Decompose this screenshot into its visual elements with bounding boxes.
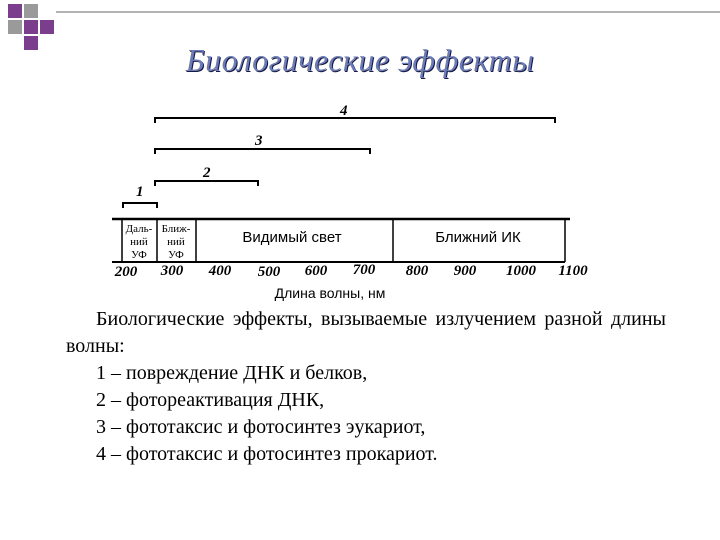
tick-label: 200 <box>114 264 138 280</box>
band-far-uv-line2: ний <box>130 236 148 248</box>
tick-label: 1100 <box>558 263 588 279</box>
range-bar-3 <box>155 149 370 154</box>
band-near-uv-line3: УФ <box>168 249 184 261</box>
description <box>66 306 666 468</box>
band-near-uv-line1: Ближ- <box>161 223 191 235</box>
description-paragraph: Биологические эффекты, вызываемые излучением разной длины волны: <box>66 308 666 357</box>
band-far-uv-line1: Даль- <box>125 223 153 235</box>
tick-label: 500 <box>257 264 281 280</box>
range-label-1: 1 <box>136 184 144 200</box>
band-near-uv-line2: ний <box>167 236 185 248</box>
list-item: 3 – фототаксис и фотосинтез эукариот, <box>96 416 426 438</box>
tick-label: 1000 <box>506 263 536 279</box>
range-bar-1 <box>123 203 157 208</box>
list-item: 2 – фотореактивация ДНК, <box>96 389 325 411</box>
range-label-2: 2 <box>203 165 211 181</box>
tick-label: 700 <box>352 262 376 278</box>
list-item: 1 – повреждение ДНК и белков, <box>96 362 368 384</box>
band-near-ir-label: Ближний ИК <box>435 229 521 246</box>
tick-label: 600 <box>304 263 328 279</box>
range-bar-2 <box>155 181 258 186</box>
tick-label: 400 <box>208 263 232 279</box>
slide-title: Биологические эффекты <box>185 42 535 78</box>
tick-label: 900 <box>453 263 477 279</box>
list-item: 4 – фототаксис и фотосинтез прокариот. <box>96 443 438 465</box>
range-bar-4 <box>155 118 555 123</box>
tick-label: 800 <box>405 263 429 279</box>
axis-label: Длина волны, нм <box>274 285 386 301</box>
tick-label: 300 <box>160 263 184 279</box>
band-far-uv-line3: УФ <box>131 249 147 261</box>
range-label-4: 4 <box>340 103 348 119</box>
band-visible-label: Видимый свет <box>242 229 342 246</box>
range-label-3: 3 <box>255 133 263 149</box>
